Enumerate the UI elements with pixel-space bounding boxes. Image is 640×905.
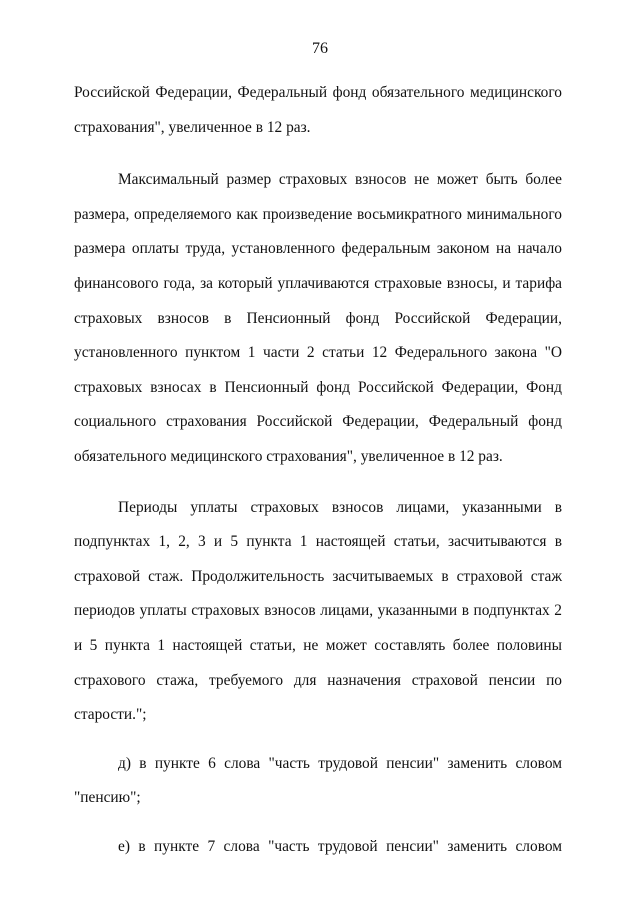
item-e-line-1: е) в пункте 7 слова "часть трудовой пенсии" заменить словом [118, 837, 562, 855]
item-d [74, 747, 562, 816]
paragraph-max-contributions: Максимальный размер страховых взносов не может быть более размера, определяемого как произведение восьмикратного минимального размера оплаты труда, установленного федеральным законом на начало финансового года, за который уплачиваются страховые взносы, и тарифа страховых взносов в Пенсионный фонд Российской Федерации, установленного пунктом 1 части 2 статьи 12 Федерального закона "О страховых взносах в Пенсионный фонд Российской Федерации, Фонд социального страхования Российской Федерации, Федеральный фонд обязательного медицинского страхования", увеличенное в 12 раз. [74, 171, 562, 465]
paragraph-continuation: Российской Федерации, Федеральный фонд обязательного медицинского страхования", увеличенное в 12 раз. [74, 84, 562, 136]
page-number: 76 [312, 40, 328, 57]
item-e [74, 830, 562, 865]
item-d-line-2: "пенсию"; [74, 789, 141, 807]
paragraph-payment-periods: Периоды уплаты страховых взносов лицами, указанными в подпунктах 1, 2, 3 и 5 пункта 1 настоящей статьи, засчитываются в страховой стаж. Продолжительность засчитываемых в страховой стаж периодов уплаты страховых взносов лицами, указанными в подпунктах 2 и 5 пункта 1 настоящей статьи, не может составлять более половины страхового стажа, требуемого для назначения страховой пенсии по старости."; [74, 498, 562, 724]
document-body [74, 76, 562, 864]
item-d-line-1: д) в пункте 6 слова "часть трудовой пенсии" заменить словом [118, 754, 562, 772]
